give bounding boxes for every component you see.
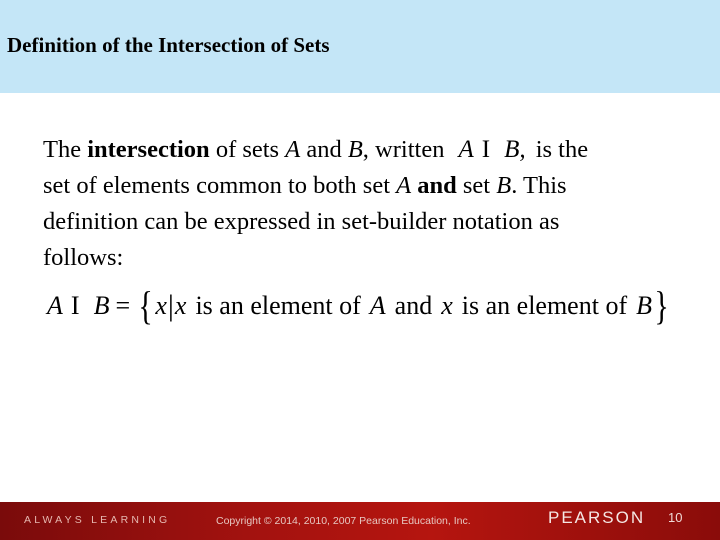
formula-set-a: A bbox=[369, 291, 386, 320]
equals-sign: = bbox=[115, 291, 131, 320]
open-brace: { bbox=[138, 283, 153, 328]
formula-text: is an element of bbox=[461, 291, 628, 320]
publisher-logo: PEARSON bbox=[548, 508, 646, 527]
formula-set-b: B bbox=[636, 291, 652, 320]
text-segment: . This bbox=[511, 172, 567, 199]
text-segment: set of elements common to both set bbox=[43, 172, 397, 199]
text-segment: set bbox=[456, 172, 497, 199]
term-and: and bbox=[417, 172, 457, 199]
such-that-bar: | bbox=[167, 289, 174, 322]
paragraph-line-2 bbox=[43, 168, 683, 204]
set-variable-b: B bbox=[347, 136, 363, 163]
formula-a: A bbox=[458, 136, 474, 163]
formula-b: B, bbox=[504, 136, 526, 163]
text-segment: is the bbox=[535, 136, 589, 163]
text-segment: of sets bbox=[209, 136, 286, 163]
set-variable-b: B bbox=[496, 172, 512, 199]
title-bar bbox=[0, 0, 720, 93]
close-brace: } bbox=[654, 283, 669, 328]
inline-intersection-formula bbox=[458, 132, 525, 168]
definition-paragraph bbox=[43, 132, 683, 276]
term-intersection: intersection bbox=[87, 136, 210, 163]
paragraph-line-3: definition can be expressed in set-builder notation as bbox=[43, 208, 560, 235]
text-segment: and bbox=[300, 136, 348, 163]
formula-x: x bbox=[155, 291, 167, 320]
set-variable-a: A bbox=[285, 136, 301, 163]
footer-tagline: ALWAYS LEARNING bbox=[24, 514, 171, 526]
formula-text: is an element of bbox=[195, 291, 361, 320]
footer-bar bbox=[0, 502, 720, 540]
formula-x: x bbox=[174, 291, 187, 320]
paragraph-line-1 bbox=[43, 132, 683, 168]
text-segment: The bbox=[43, 136, 88, 163]
formula-x: x bbox=[441, 291, 453, 320]
slide-title: Definition of the Intersection of Sets bbox=[7, 33, 330, 57]
page-number: 10 bbox=[668, 510, 683, 525]
set-builder-formula bbox=[47, 283, 671, 328]
formula-text: and bbox=[394, 291, 433, 320]
copyright-notice: Copyright © 2014, 2010, 2007 Pearson Education, Inc. bbox=[216, 515, 471, 527]
formula-set-a: A bbox=[47, 291, 63, 320]
intersection-symbol: I bbox=[481, 136, 491, 163]
text-segment: , written bbox=[362, 136, 445, 163]
paragraph-line-4: follows: bbox=[43, 244, 124, 271]
formula-set-b: B bbox=[93, 291, 110, 320]
set-variable-a: A bbox=[396, 172, 412, 199]
intersection-symbol: I bbox=[70, 291, 80, 320]
